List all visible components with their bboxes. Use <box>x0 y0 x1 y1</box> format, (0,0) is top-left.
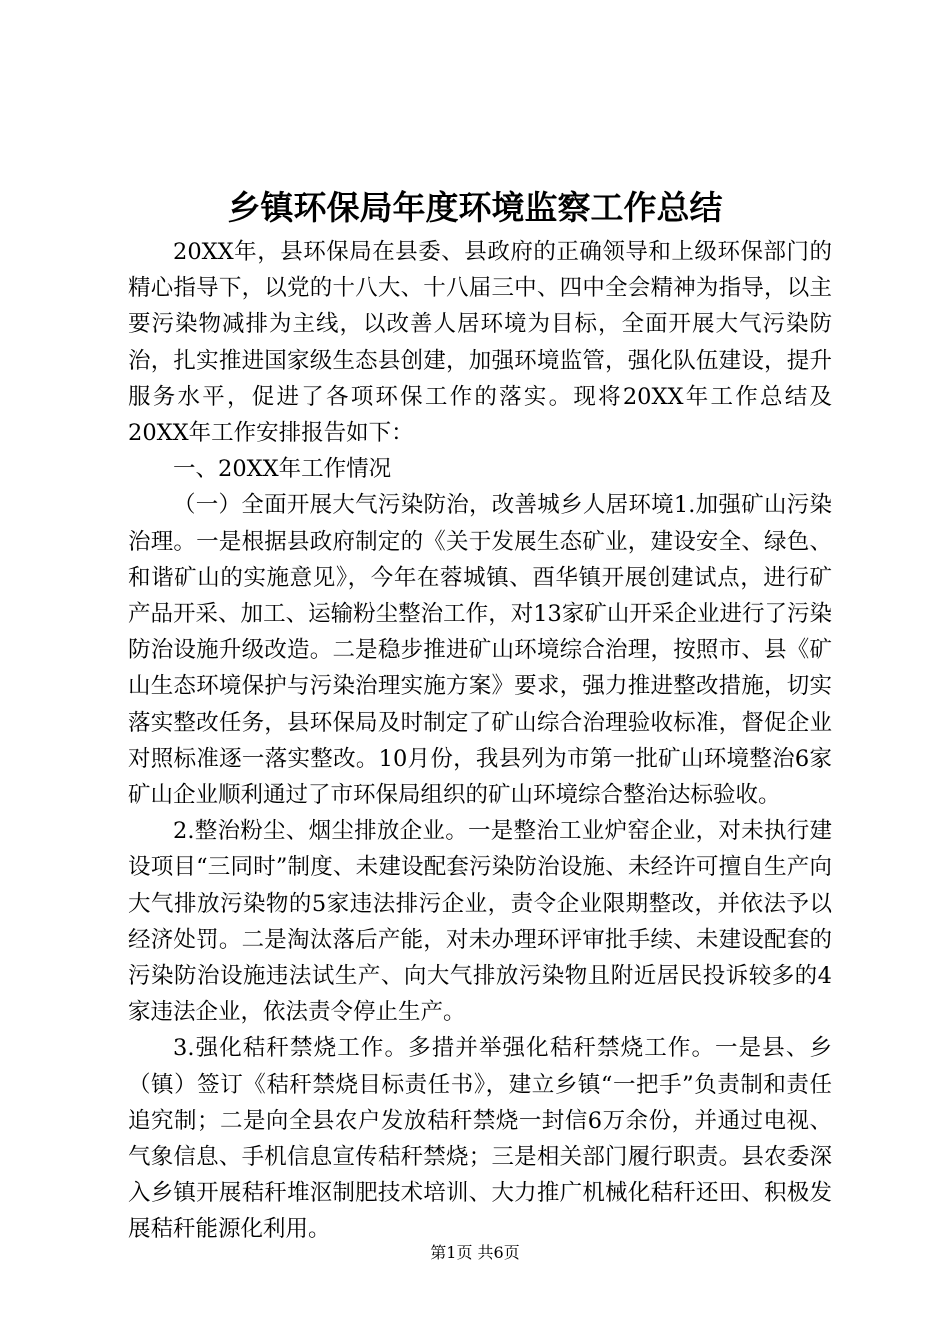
section-heading: 一、20XX年工作情况 <box>173 456 392 483</box>
document-title: 乡镇环保局年度环境监察工作总结 <box>227 188 723 227</box>
document-body <box>128 234 832 1248</box>
paragraph-intro: 20XX年，县环保局在县委、县政府的正确领导和上级环保部门的精心指导下，以党的十八大、十八届三中、四中全会精神为指导，以主要污染物减排为主线，以改善人居环境为目标，全面开展大气污染防治，扎实推进国家级生态县创建，加强环境监管，强化队伍建设，提升服务水平，促进了各项环保工作的落实。现将20XX年工作总结及20XX年工作安排报告如下： <box>128 239 832 447</box>
page-footer: 第1页 共6页 <box>430 1243 520 1262</box>
paragraph-straw: 3.强化秸秆禁烧工作。多措并举强化秸秆禁烧工作。一是县、乡（镇）签订《秸秆禁烧目标责任书》，建立乡镇“一把手”负责制和责任追究制；二是向全县农户发放秸秆禁烧一封信6万余份，并通过电视、气象信息、手机信息宣传秸秆禁烧；三是相关部门履行职责。县农委深入乡镇开展秸秆堆沤制肥技术培训、大力推广机械化秸秆还田、积极发展秸秆能源化利用。 <box>128 1035 832 1243</box>
paragraph-dust: 2.整治粉尘、烟尘排放企业。一是整治工业炉窑企业，对未执行建设项目“三同时”制度、未建设配套污染防治设施、未经许可擅自生产向大气排放污染物的5家违法排污企业，责令企业限期整改，并依法予以经济处罚。二是淘汰落后产能，对未办理环评审批手续、未建设配套的污染防治设施违法试生产、向大气排放污染物且附近居民投诉较多的4家违法企业，依法责令停止生产。 <box>128 818 832 1026</box>
paragraph-mining: （一）全面开展大气污染防治，改善城乡人居环境1.加强矿山污染治理。一是根据县政府制定的《关于发展生态矿业，建设安全、绿色、和谐矿山的实施意见》，今年在蓉城镇、酉华镇开展创建试点，进行矿产品开采、加工、运输粉尘整治工作，对13家矿山开采企业进行了污染防治设施升级改造。二是稳步推进矿山环境综合治理，按照市、县《矿山生态环境保护与污染治理实施方案》要求，强力推进整改措施，切实落实整改任务，县环保局及时制定了矿山综合治理验收标准，督促企业对照标准逐一落实整改。10月份，我县列为市第一批矿山环境整治6家矿山企业顺利通过了市环保局组织的矿山环境综合整治达标验收。 <box>128 492 832 809</box>
